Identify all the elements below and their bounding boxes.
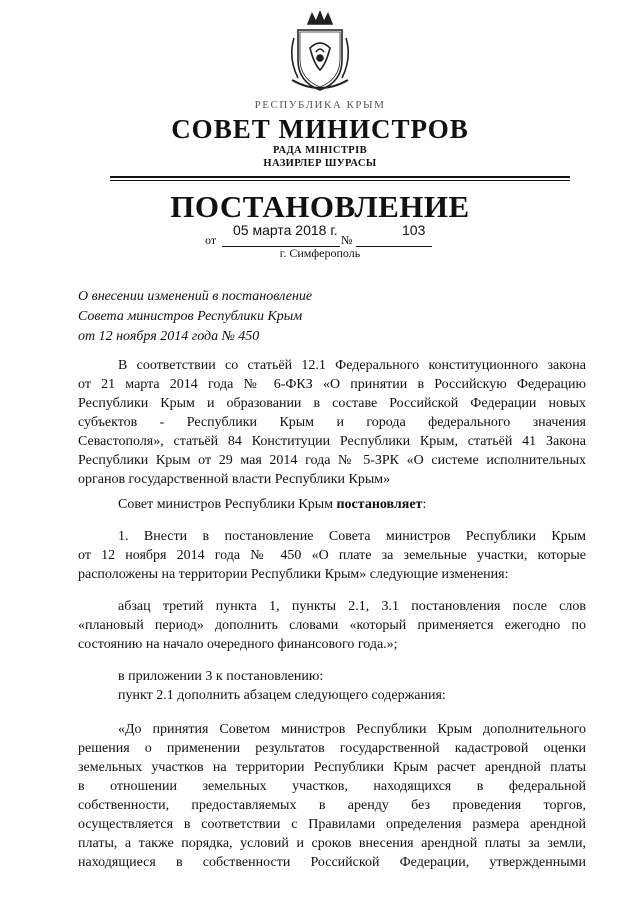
document-title [78,287,312,347]
text-line: состоянию на начало очередного финансового года.»; [78,637,398,652]
handwritten-number: 103 [402,222,426,238]
text-line: абзац третий пункта 1, пункты 2.1, 3.1 постановления после слов [118,599,586,614]
text-line: Республики Крым от 29 мая 2014 года № 5-ЗРК «О системе исполнительных [78,453,586,468]
text-line: 1. Внести в постановление Совета министров Республики Крым [118,529,586,544]
text-line: «плановый период» дополнить словами «который применяется ежегодно по [78,618,586,633]
text-line: В соответствии со статьёй 12.1 Федерального конституционного закона [118,358,586,373]
text-line: от 12 ноября 2014 года № 450 «О плате за земельные участки, которые [78,548,586,563]
decree-text: Совет министров Республики Крым [118,497,337,512]
council-heading: СОВЕТ МИНИСТРОВ [171,114,469,144]
title-line: от 12 ноября 2014 года № 450 [78,329,260,344]
number-label: № [341,233,353,247]
city: г. Симферополь [279,246,361,260]
ukrainian-heading: РАДА МІНІСТРІВ [272,145,368,156]
document-type: ПОСТАНОВЛЕНИЕ [170,189,470,224]
header-divider [110,176,570,178]
appendix-paragraph [78,667,586,705]
text-line: решения о применении результатов государственной кадастровой оценки [78,741,586,756]
handwritten-date: 05 марта 2018 г. [233,222,338,238]
text-line: осуществляется в соответствии с Правилами определения размера арендной [78,817,586,832]
text-line: от 21 марта 2014 года № 6-ФКЗ «О принятии в Российскую Федерацию [78,377,586,392]
quoted-amendment [78,720,586,872]
preamble-paragraph [78,356,586,489]
decree-colon: : [422,497,427,512]
title-line: О внесении изменений в постановление [78,289,313,304]
republic-heading: РЕСПУБЛИКА КРЫМ [254,99,386,111]
title-line: Совета министров Республики Крым [78,309,303,324]
item-1-paragraph [78,527,586,584]
text-line: земельных участков на территории Республики Крым расчет арендной платы [78,760,586,775]
decree-verb: постановляет [336,497,423,512]
header-divider-thin [110,180,570,181]
decree-line [78,495,586,514]
text-line: платы, а также порядка, условий и сроков внесения арендной платы за земли, [78,836,586,851]
text-line: находящиеся в собственности Российской Федерации, утвержденными [78,855,586,870]
from-label: от [205,233,217,247]
text-line: собственности, предоставляемых в аренду без проведения торгов, [78,798,586,813]
text-line: органов государственной власти Республики Крым» [78,472,391,487]
text-line: в отношении земельных участков, находящихся в федеральной [78,779,586,794]
text-line: Республики Крым и образовании в составе Российской Федерации новых [78,396,586,411]
amendment-paragraph [78,597,586,654]
text-line: расположены на территории Республики Крым» следующие изменения: [78,567,509,582]
crimean-tatar-heading: НАЗИРЛЕР ШУРАСЫ [263,158,377,169]
text-line: пункт 2.1 дополнить абзацем следующего содержания: [118,688,446,703]
text-line: субъектов - Республики Крым и города федерального значения [78,415,586,430]
text-line: «До принятия Советом министров Республики Крым дополнительного [118,722,586,737]
crimea-coat-of-arms-icon [288,8,352,94]
text-line: Севастополя», статьёй 84 Конституции Республики Крым, статьёй 41 Закона [78,434,586,449]
text-line: в приложении 3 к постановлению: [118,669,324,684]
